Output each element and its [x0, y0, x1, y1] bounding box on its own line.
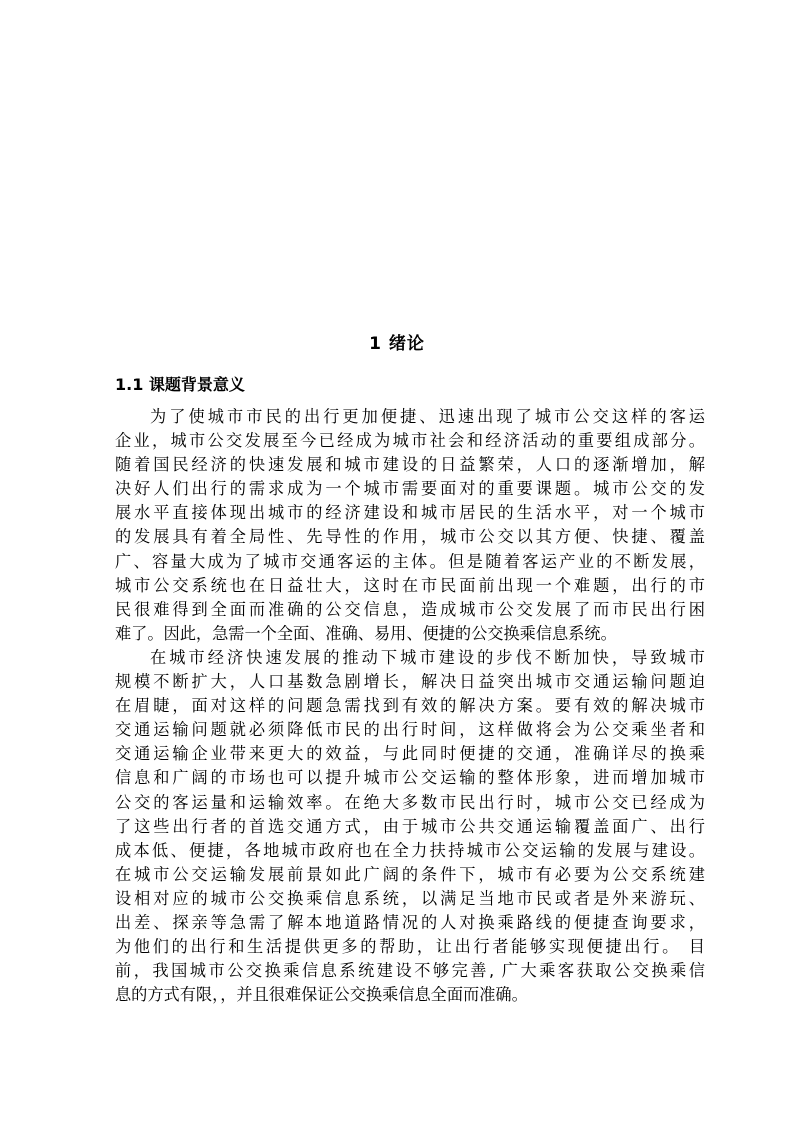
paragraph-line: 的发展具有着全局性、先导性的作用，城市公交以其方便、快捷、覆盖 — [115, 527, 705, 547]
paragraph-line: 在眉睫，面对这样的问题急需找到有效的解决方案。要有效的解决城市 — [115, 696, 705, 716]
paragraph-line: 在城市经济快速发展的推动下城市建设的步伐不断加快，导致城市 — [150, 647, 705, 667]
body-text — [115, 405, 705, 1007]
paragraph-line: 广、容量大成为了城市交通客运的主体。但是随着客运产业的不断发展， — [115, 551, 705, 571]
paragraph-line: 为他们的出行和生活提供更多的帮助，让出行者能够实现便捷出行。 目 — [115, 937, 705, 957]
paragraph-line: 决好人们出行的需求成为一个城市需要面对的重要课题。城市公交的发 — [115, 479, 705, 499]
paragraph-line: 难了。因此，急需一个全面、准确、易用、便捷的公交换乘信息系统。 — [115, 623, 617, 643]
paragraph-line: 为了使城市市民的出行更加便捷、迅速出现了城市公交这样的客运 — [150, 407, 705, 426]
paragraph-line: 了这些出行者的首选交通方式，由于城市公共交通运输覆盖面广、出行 — [115, 816, 705, 836]
paragraph-line: 设相对应的城市公交换乘信息系统，以满足当地市民或者是外来游玩、 — [115, 888, 705, 908]
paragraph-line: 在城市公交运输发展前景如此广阔的条件下，城市有必要为公交系统建 — [115, 864, 705, 884]
paragraph-line: 前，我国城市公交换乘信息系统建设不够完善, 广大乘客获取公交换乘信 — [115, 961, 705, 981]
paragraph-line: 交通运输企业带来更大的效益，与此同时便捷的交通，准确详尽的换乘 — [115, 744, 705, 764]
section-title: 1.1 课题背景意义 — [115, 375, 245, 394]
paragraph-line: 成本低、便捷，各地城市政府也在全力扶持城市公交运输的发展与建设。 — [115, 840, 705, 860]
paragraph-line: 随着国民经济的快速发展和城市建设的日益繁荣，人口的逐渐增加，解 — [115, 455, 705, 475]
paragraph-line: 出差、探亲等急需了解本地道路情况的人对换乘路线的便捷查询要求， — [115, 912, 705, 932]
paragraph-line: 展水平直接体现出城市的经济建设和城市居民的生活水平，对一个城市 — [115, 503, 705, 523]
paragraph-line: 规模不断扩大，人口基数急剧增长，解决日益突出城市交通运输问题迫 — [115, 672, 705, 692]
chapter-title: 1 绪论 — [369, 334, 425, 354]
paragraph-line: 民很难得到全面而准确的公交信息，造成城市公交发展了而市民出行困 — [115, 599, 705, 619]
paragraph-line: 交通运输问题就必须降低市民的出行时间，这样做将会为公交乘坐者和 — [115, 720, 705, 740]
paragraph-line: 企业，城市公交发展至今已经成为城市社会和经济活动的重要组成部分。 — [115, 431, 705, 451]
paragraph-line: 公交的客运量和运输效率。在绝大多数市民出行时，城市公交已经成为 — [115, 792, 705, 812]
paragraph-line: 息的方式有限，，并且很难保证公交换乘信息全面而准确。 — [115, 985, 528, 1005]
paragraph-line: 城市公交系统也在日益壮大，这时在市民面前出现一个难题，出行的市 — [115, 575, 705, 595]
paragraph-line: 信息和广阔的市场也可以提升城市公交运输的整体形象，进而增加城市 — [115, 768, 705, 788]
